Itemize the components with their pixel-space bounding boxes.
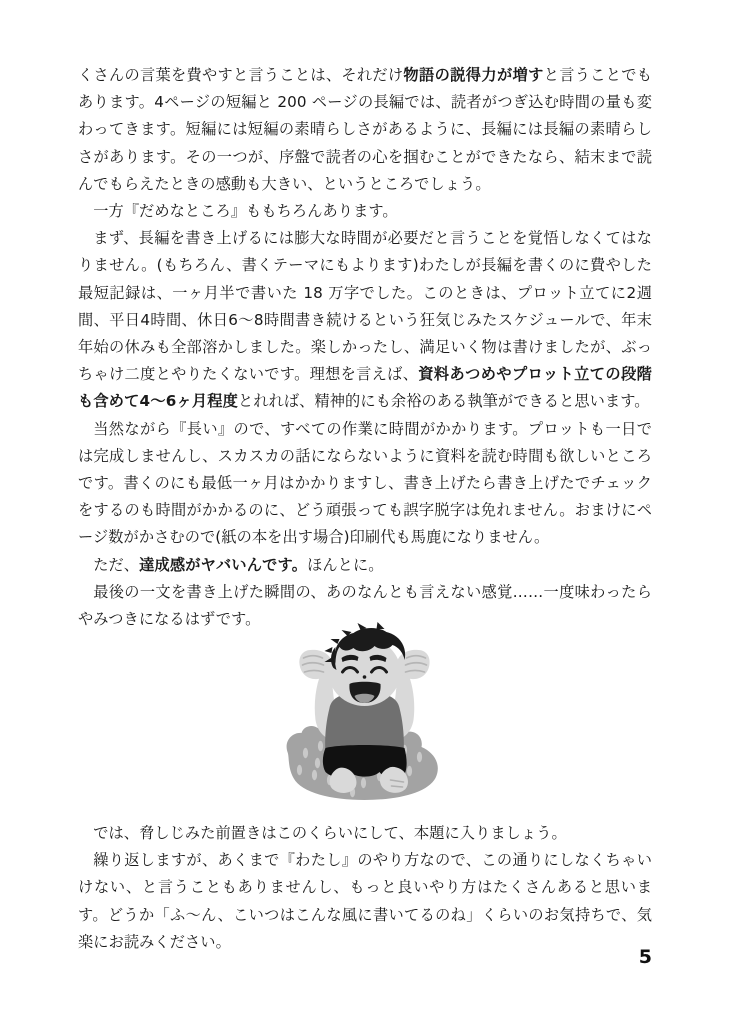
paragraph (78, 62, 652, 198)
body-text: と言うことでもあります。4ページの短編と 200 ページの長編では、読者がつぎ込む時間の量も変わってきます。短編には短編の素晴らしさがあるように、長編には長編の素晴らしさがあります。その一つが、序盤で読者の心を掴むことができたなら、結末まで読んでもらえたときの感動も大きい、というところでしょう。 (78, 66, 653, 193)
lower-text-column (78, 820, 652, 956)
emphasis-text: 資料あつめやプロット立ての段階も含めて4〜6ヶ月程度 (78, 365, 652, 411)
emphasis-text: 物語の説得力が増す (403, 66, 544, 84)
paragraph (78, 416, 652, 552)
paragraph (78, 847, 652, 956)
body-text: 繰り返しますが、あくまで『わたし』のやり方なので、この通りにしなくちゃいけない、と言うこともありませんし、もっと良いやり方はたくさんあると思います。どうか「ふ〜ん、こいつはこんな風に書いてるのね」くらいのお気持ちで、気楽にお読みください。 (78, 851, 652, 951)
figure-container (78, 620, 652, 800)
paragraph (78, 225, 652, 415)
body-text: ほんとに。 (307, 555, 384, 574)
body-text: 最後の一文を書き上げた瞬間の、あのなんとも言えない感覚……一度味わったらやみつきになるはずです。 (78, 582, 652, 629)
body-text: 当然ながら『長い』ので、すべての作業に時間がかかります。プロットも一日では完成しませんし、スカスカの話にならないように資料を読む時間も欲しいところです。書くのにも最低一ヶ月はかかりますし、書き上げたら書き上げたでチェックをするのも時間がかかるのに、どう頑張っても誤字脱字は免れません。おまけにページ数がかさむので(紙の本を出す場合)印刷代も馬鹿になりません。 (78, 419, 652, 547)
body-text: では、脅しじみた前置きはこのくらいにして、本題に入りましょう。 (93, 824, 567, 842)
emphasis-text: 達成感がヤバいんです。 (139, 555, 308, 574)
body-text: 一方『だめなところ』ももちろんあります。 (93, 202, 398, 221)
body-text: とれれば、精神的にも余裕のある執筆ができると思います。 (238, 392, 650, 411)
body-text: ただ、 (93, 555, 140, 574)
head (325, 622, 406, 706)
cheering-boy-in-crater-illustration (258, 620, 473, 800)
paragraph (78, 198, 652, 225)
page-number: 5 (638, 946, 652, 968)
paragraph (78, 820, 652, 847)
paragraph (78, 552, 652, 579)
body-text: くさんの言葉を費やすと言うことは、それだけ (78, 66, 404, 84)
main-text-column (78, 62, 652, 633)
body-text: まず、長編を書き上げるには膨大な時間が必要だと言うことを覚悟しなくてはなりません。(もちろん、書くテーマにもよります)わたしが長編を書くのに費やした最短記録は、一ヶ月半で書いた 18 万字でした。このときは、プロット立てに2週間、平日4時間、休日6〜8時間書き続けるという狂気じみたスケジュールで、年末年始の休みも全部溶かしました。楽しかったし、満足いく物は書けましたが、ぶっちゃけ二度とやりたくないです。理想を言えば、 (78, 229, 652, 384)
